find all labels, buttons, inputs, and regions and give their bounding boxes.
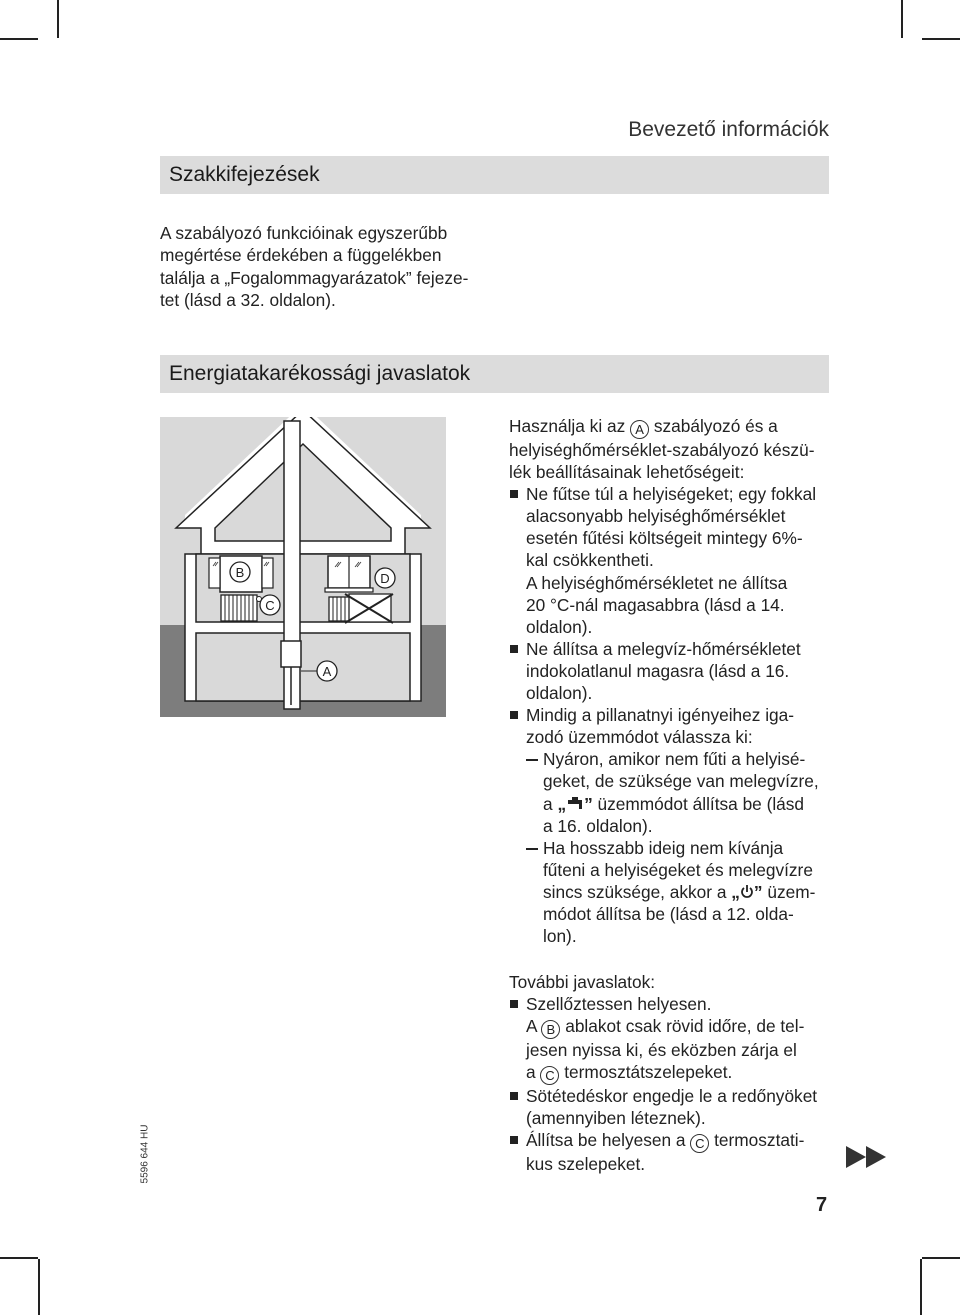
mode-standby: Ha hosszabb ideig nem kívánja fűteni a helyiségeket és melegvízre sincs szüksége, akkor a „ ” üzem- módot állítsa be (lásd a 12. olda- lon).: [509, 837, 839, 947]
ref-c: C: [540, 1066, 559, 1085]
terms-heading: Szakkifejezések: [169, 163, 320, 186]
tip-ventilation: Szellőztessen helyesen. A B ablakot csak rövid időre, de tel- jesen nyissa ki, és eközben zárja el a C termosztátszelepeket.: [509, 993, 839, 1085]
more-tips: [509, 971, 839, 1176]
intro-line: lék beállításainak lehetőségeit:: [509, 462, 745, 483]
text-line: tet (lásd a 32. oldalon).: [160, 290, 336, 311]
terms-heading-bar: [160, 156, 829, 194]
crop-mark: [901, 0, 903, 38]
label-b: B: [235, 565, 245, 580]
energy-tips: [509, 415, 839, 947]
label-a: A: [322, 664, 332, 679]
more-heading: További javaslatok:: [509, 972, 656, 992]
intro-line: Használja ki az A szabályozó és a: [509, 416, 778, 437]
ref-a: A: [630, 420, 649, 439]
crop-mark: [0, 38, 38, 40]
section-title: Bevezető információk: [628, 118, 829, 141]
standby-power-icon: [740, 884, 754, 899]
text-line: A szabályozó funkcióinak egyszerűbb: [160, 223, 448, 243]
tip-overheating: Ne fűtse túl a helyiségeket; egy fokkal alacsonyabb helyiséghőmérséklet esetén fűtési költségeit mintegy 6%- kal csökkentheti.: [509, 483, 839, 571]
intro-line: helyiséghőmérséklet-szabályozó készü-: [509, 440, 815, 460]
ref-b: B: [541, 1020, 560, 1039]
text-line: megértése érdekében a függelékben: [160, 245, 442, 266]
tip-shutters: Sötétedéskor engedje le a redőnyöket (amennyiben léteznek).: [509, 1085, 839, 1129]
label-d: D: [380, 571, 390, 586]
page-number: 7: [816, 1194, 828, 1216]
crop-mark: [922, 1257, 960, 1259]
tip-operating-mode: Mindig a pillanatnyi igényeihez iga- zodó üzemmódot válassza ki:: [509, 704, 839, 748]
crop-mark: [0, 1257, 38, 1259]
text-line: találja a „Fogalommagyarázatok” fejeze-: [160, 267, 469, 288]
document-code: 5596 644 HU: [139, 1124, 151, 1184]
ref-c: C: [690, 1134, 709, 1153]
energy-heading-bar: [160, 355, 829, 393]
hot-water-tap-icon: [566, 797, 584, 811]
radiator-c: [221, 595, 262, 621]
continue-arrows-icon: [846, 1146, 888, 1168]
crop-mark: [38, 1259, 40, 1315]
tip-thermostatic-valves: Állítsa be helyesen a C termosztati- kus szelepeket.: [509, 1129, 839, 1175]
label-c: C: [265, 598, 275, 613]
terms-paragraph: [160, 222, 500, 312]
house-diagram: [160, 417, 446, 717]
crop-mark: [922, 38, 960, 40]
crop-mark: [57, 0, 59, 38]
tip-hot-water: Ne állítsa a melegvíz-hőmérsékletet indokolatlanul magasra (lásd a 16. oldalon).: [509, 638, 839, 704]
tip-overheating-note: A helyiséghőmérsékletet ne állítsa 20 °C-nál magasabbra (lásd a 14. oldalon).: [526, 572, 788, 637]
energy-heading: Energiatakarékossági javaslatok: [169, 362, 471, 385]
crop-mark: [920, 1259, 922, 1315]
mode-summer: Nyáron, amikor nem fűti a helyisé- geket, de szüksége van melegvízre, a „ ” üzemmódot állítsa be (lásd a 16. oldalon).: [509, 748, 839, 836]
